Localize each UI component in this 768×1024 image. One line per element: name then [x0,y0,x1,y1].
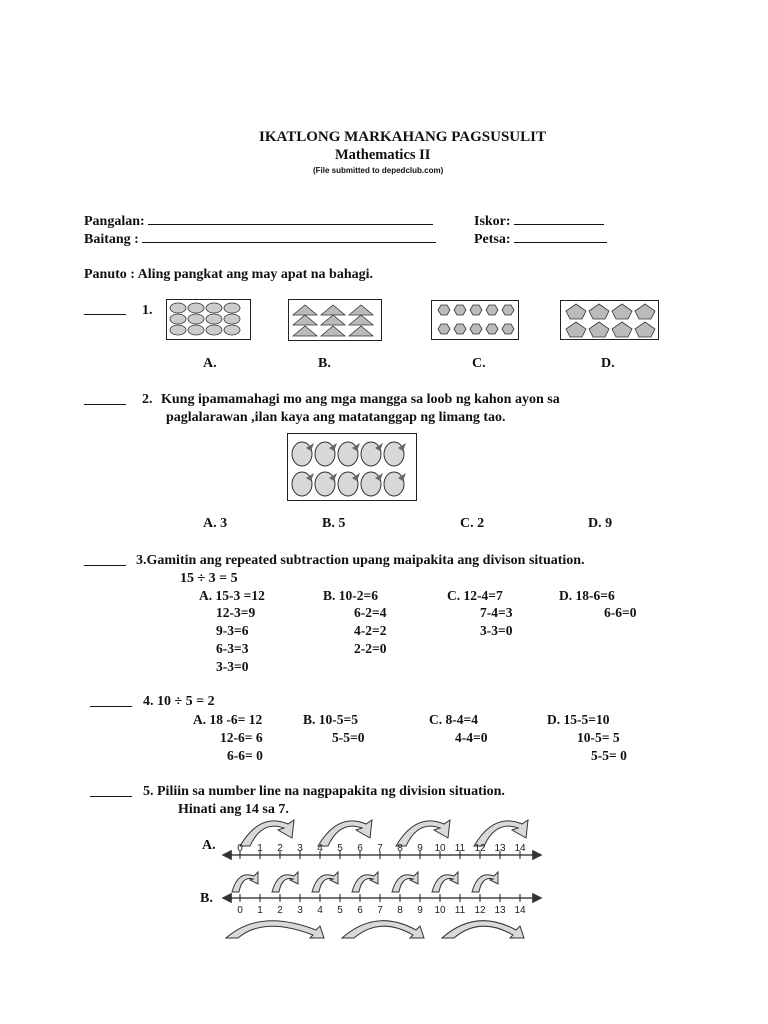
name-label: Pangalan: [84,214,145,229]
line-b-tick-label: 11 [454,905,466,916]
line-a-tick-label: 4 [317,843,323,854]
line-b-tick-label: 8 [397,905,403,916]
number-line-a-labels [237,843,526,854]
q3-a-step: 3-3=0 [216,659,249,674]
mangoes-figure [288,434,416,500]
line-a-tick-label: 10 [434,843,446,854]
q5-choice-a[interactable]: A. [202,838,216,853]
q4-d-step: 10-5= 5 [577,730,620,745]
number-line-b-labels [237,905,526,916]
grade-blank[interactable] [142,231,436,243]
q3-d-step: 6-6=0 [604,605,637,620]
line-a-tick-label: 14 [514,843,526,854]
q2-choice-b[interactable]: B. 5 [322,516,346,531]
line-b-tick-label: 9 [417,905,423,916]
score-field[interactable] [474,213,604,230]
name-blank[interactable] [148,213,433,225]
line-a-tick-label: 6 [357,843,363,854]
line-a-tick-label: 5 [337,843,343,854]
name-field[interactable] [84,213,433,230]
score-blank[interactable] [514,213,604,225]
line-a-tick-label: 0 [237,843,243,854]
q4-choice-d[interactable]: D. 15-5=10 [547,712,610,727]
ellipses-figure [167,300,250,339]
line-b-tick-label: 1 [257,905,263,916]
line-b-tick-label: 4 [317,905,323,916]
line-b-tick-label: 12 [474,905,486,916]
q3-choice-d[interactable]: D. 18-6=6 [559,588,615,603]
q5-text: 5. Piliin sa number line na nagpapakita ng division situation. [143,784,505,799]
instructions: Panuto : Aling pangkat ang may apat na bahagi. [84,267,374,282]
q1-figure-b [288,299,382,341]
q1-answer-blank[interactable]: ______ [84,302,126,317]
line-a-tick-label: 12 [474,843,486,854]
line-b-tick-label: 14 [514,905,526,916]
q3-b-step: 2-2=0 [354,641,387,656]
q3-choice-a[interactable]: A. 15-3 =12 [199,588,265,603]
q1-number: 1. [142,303,153,318]
pentagons-figure [561,301,658,339]
q3-a-step: 12-3=9 [216,605,256,620]
q4-c-step: 4-4=0 [455,730,488,745]
line-a-tick-label: 8 [397,843,403,854]
q2-text-line1: Kung ipamamahagi mo ang mga mangga sa loob ng kahon ayon sa [161,392,560,407]
q4-b-step: 5-5=0 [332,730,365,745]
q4-choice-c[interactable]: C. 8-4=4 [429,712,478,727]
q4-choice-a[interactable]: A. 18 -6= 12 [193,712,263,727]
grade-field[interactable] [84,231,436,248]
score-label: Iskor: [474,214,511,229]
q2-number: 2. [142,392,153,407]
line-b-arcs [232,872,498,892]
q3-c-step: 3-3=0 [480,623,513,638]
q3-answer-blank[interactable]: ______ [84,553,126,568]
q4-answer-blank[interactable]: ______ [90,694,132,709]
q5-text-line2: Hinati ang 14 sa 7. [178,802,289,817]
q1-figure-a [166,299,251,340]
q3-a-step: 6-3=3 [216,641,249,656]
q3-text: 3.Gamitin ang repeated subtraction upang maipakita ang divison situation. [136,553,585,568]
q5-choice-b[interactable]: B. [200,891,213,906]
q3-a-step: 9-3=6 [216,623,249,638]
date-blank[interactable] [514,231,607,243]
q2-choice-a[interactable]: A. 3 [203,516,228,531]
date-field[interactable] [474,231,607,248]
line-b-tick-label: 3 [297,905,303,916]
q2-choice-c[interactable]: C. 2 [460,516,485,531]
q2-text-line2: paglalarawan ,ilan kaya ang matatanggap ng limang tao. [166,410,506,425]
page-subtitle: Mathematics II [335,147,431,163]
line-a-tick-label: 1 [257,843,263,854]
q4-choice-b[interactable]: B. 10-5=5 [303,712,358,727]
q3-c-step: 7-4=3 [480,605,513,620]
line-b-tick-label: 7 [377,905,383,916]
q1-figure-c [431,300,519,340]
page-title: IKATLONG MARKAHANG PAGSUSULIT [259,129,546,145]
triangles-figure [289,300,381,340]
line-a-tick-label: 7 [377,843,383,854]
q1-choice-d[interactable]: D. [601,356,615,371]
q5-answer-blank[interactable]: ______ [90,784,132,799]
line-b-bottom-arcs [226,921,524,938]
line-a-tick-label: 11 [454,843,466,854]
q3-b-step: 4-2=2 [354,623,387,638]
hexagons-figure [432,301,518,339]
line-a-tick-label: 13 [494,843,506,854]
q3-choice-c[interactable]: C. 12-4=7 [447,588,503,603]
number-line-figure [220,812,550,944]
q3-b-step: 6-2=4 [354,605,387,620]
line-a-tick-label: 9 [417,843,423,854]
q2-choice-d[interactable]: D. 9 [588,516,613,531]
q1-choice-a[interactable]: A. [203,356,217,371]
line-a-tick-label: 2 [277,843,283,854]
line-a-tick-label: 3 [297,843,303,854]
grade-label: Baitang : [84,232,139,247]
line-b-tick-label: 2 [277,905,283,916]
q4-text: 4. 10 ÷ 5 = 2 [143,694,215,709]
line-b-tick-label: 13 [494,905,506,916]
q3-equation: 15 ÷ 3 = 5 [180,571,238,586]
line-b-tick-label: 5 [337,905,343,916]
q1-choice-b[interactable]: B. [318,356,331,371]
q4-a-step: 6-6= 0 [227,748,263,763]
line-b-tick-label: 10 [434,905,446,916]
date-label: Petsa: [474,232,511,247]
mango-box [287,433,417,501]
q3-choice-b[interactable]: B. 10-2=6 [323,588,378,603]
q1-figure-d [560,300,659,340]
line-b-tick-label: 0 [237,905,243,916]
source-note: (File submitted to depedclub.com) [313,166,444,175]
q2-answer-blank[interactable]: ______ [84,392,126,407]
q1-choice-c[interactable]: C. [472,356,486,371]
line-b-tick-label: 6 [357,905,363,916]
q4-d-step: 5-5= 0 [591,748,627,763]
q4-a-step: 12-6= 6 [220,730,263,745]
